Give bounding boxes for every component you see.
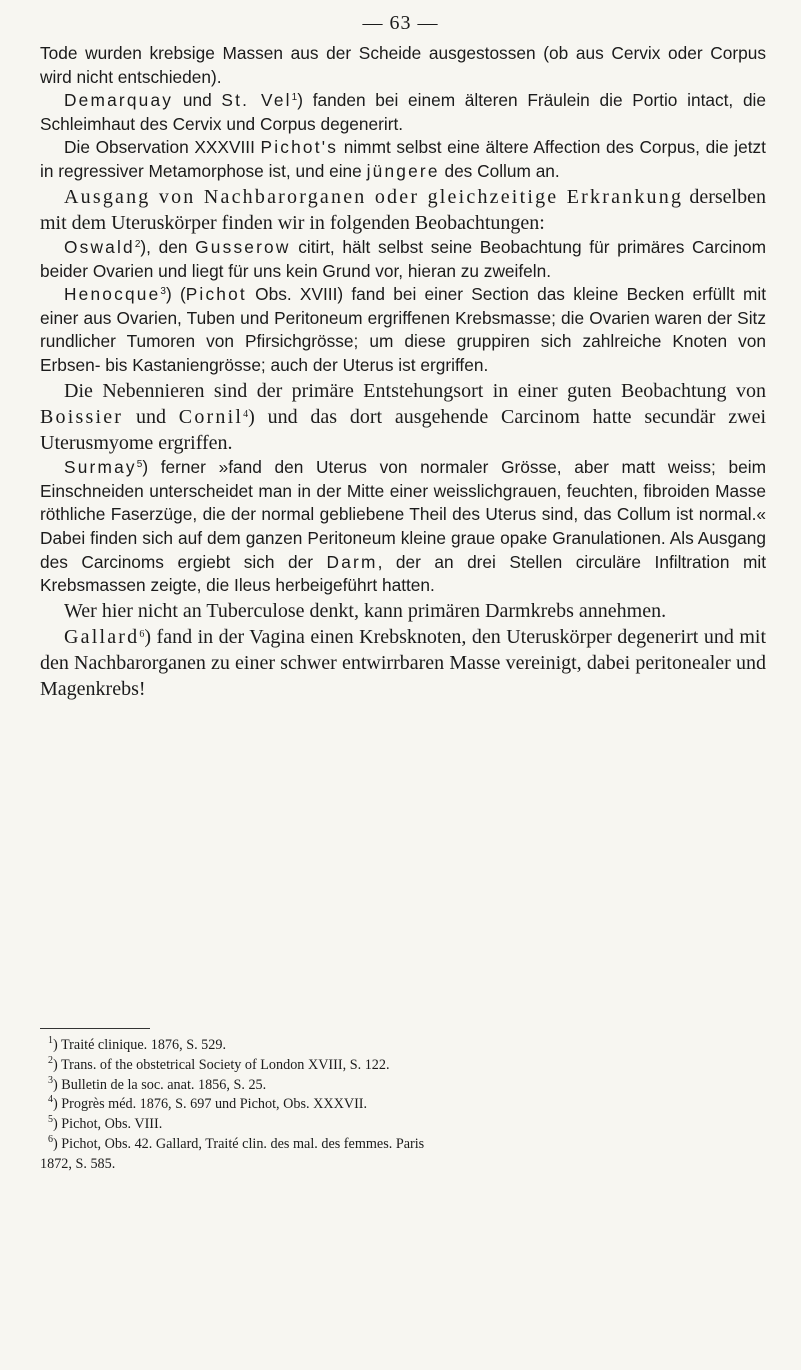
footnote-2: $^2$) Trans. of the obstetrical Society of London XVIII, S. 122.: [48, 1054, 390, 1073]
footnote-1: $^1$) Traité clinique. 1876, S. 529.: [48, 1035, 227, 1053]
body-text: [40, 42, 766, 703]
footnote-6: $^6$) Pichot, Obs. 42. Gallard, Traité clin. des mal. des femmes. Paris: [48, 1133, 425, 1152]
footnote-ref: 4: [243, 408, 249, 420]
paragraph-6: Henocque$^3$) (Pichot Obs. XVIII) fand bei einer Section das kleine Becken erfüllt mit einer aus Ovarien, Tuben und Peritoneum ergriffenen Krebsmasse; die Ovarien waren der Sitz rundlicher Tumoren von Pfirsichgrösse; um diese gruppiren sich zahlreiche Knoten von Erbsen- bis Kastaniengrösse; auch der Uterus ist ergriffen.: [40, 284, 766, 375]
footnote-4: $^4$) Progrès méd. 1876, S. 697 und Pichot, Obs. XXXVII.: [48, 1094, 368, 1113]
footnote-ref: 6: [139, 628, 145, 640]
author-name: Oswald: [64, 236, 135, 257]
author-name: Gallard: [64, 625, 140, 648]
paragraph-5: Oswald$^2$), den Gusserow citirt, hält selbst seine Beobachtung für primäres Carcinom beider Ovarien und liegt für uns kein Grund vor, hieran zu zweifeln.: [40, 236, 766, 281]
paragraph-4: Ausgang von Nachbarorganen oder gleichzeitige Erkrankung derselben mit dem Uteruskörper finden wir in folgenden Beobachtungen:: [40, 185, 766, 234]
paragraph-1: Tode wurden krebsige Massen aus der Scheide ausgestossen (ob aus Cervix oder Corpus wird nicht entschieden).: [40, 43, 766, 87]
author-name: Demarquay: [64, 90, 174, 111]
paragraph-8: Surmay$^5$) ferner »fand den Uterus von normaler Grösse, aber matt weiss; beim Einschneiden unterscheidet man in der Mitte einer weisslichgrauen, feuchten, fibroiden Masse röthliche Faserzüge, die der normal gebliebene Theil des Uterus sind, das Collum ist normal.« Dabei finden sich auf dem ganzen Peritoneum kleine graue opake Granulationen. Als Ausgang des Carcinoms ergiebt sich der Darm, der an drei Stellen circuläre Infiltration mit Krebsmassen zeigte, die Ileus herbeigeführt hatten.: [40, 457, 766, 596]
paragraph-9: Wer hier nicht an Tuberculose denkt, kann primären Darmkrebs annehmen.: [64, 599, 667, 622]
emphasis: jüngere: [366, 160, 440, 181]
author-name: Cornil: [178, 405, 244, 428]
paragraph-10: Gallard$^6$) fand in der Vagina einen Krebsknoten, den Uteruskörper degenerirt und mit den Nachbarorganen zu einer schwer entwirrbaren Masse vereinigt, dabei peritonealer und Magenkrebs!: [40, 625, 766, 701]
author-name: St. Vel: [221, 90, 292, 111]
paragraph-7: Die Nebennieren sind der primäre Entstehungsort in einer guten Beobachtung von Boissier und Cornil$^4$) und das dort ausgehende Carcinom hatte secundär zwei Uterusmyome ergriffen.: [40, 379, 767, 454]
author-name: Boissier: [40, 405, 124, 428]
footnote-ref: 5: [136, 459, 143, 471]
footnote-ref: 3: [160, 286, 166, 298]
author-name: Henocque: [64, 284, 161, 305]
footnotes: [40, 1036, 766, 1175]
paragraph-2: Demarquay und St. Vel$^1$) fanden bei einem älteren Fräulein die Portio intact, die Schleimhaut des Cervix und Corpus degenerirt.: [40, 90, 766, 134]
footnote-ref: 2: [134, 238, 141, 250]
page-number: — 63 —: [362, 12, 439, 34]
footnote-6-continuation: 1872, S. 585.: [40, 1155, 116, 1172]
footnote-divider: [40, 1028, 150, 1029]
emphasis: Ausgang von Nachbarorganen oder gleichzeitige Erkrankung: [64, 185, 684, 208]
footnote-ref: 1: [291, 92, 298, 104]
author-name: Pichot's: [260, 137, 339, 158]
author-name: Gusserow: [195, 236, 291, 257]
author-name: Surmay: [64, 457, 137, 478]
footnote-5: $^5$) Pichot, Obs. VIII.: [48, 1114, 163, 1133]
paragraph-3: Die Observation XXXVIII Pichot's nimmt selbst eine ältere Affection des Corpus, die jetzt in regressiver Metamorphose ist, und eine jüngere des Collum an.: [40, 137, 766, 181]
footnote-3: $^3$) Bulletin de la soc. anat. 1856, S. 25.: [48, 1074, 267, 1093]
emphasis: Darm: [326, 551, 378, 572]
author-name: Pichot: [185, 284, 247, 305]
